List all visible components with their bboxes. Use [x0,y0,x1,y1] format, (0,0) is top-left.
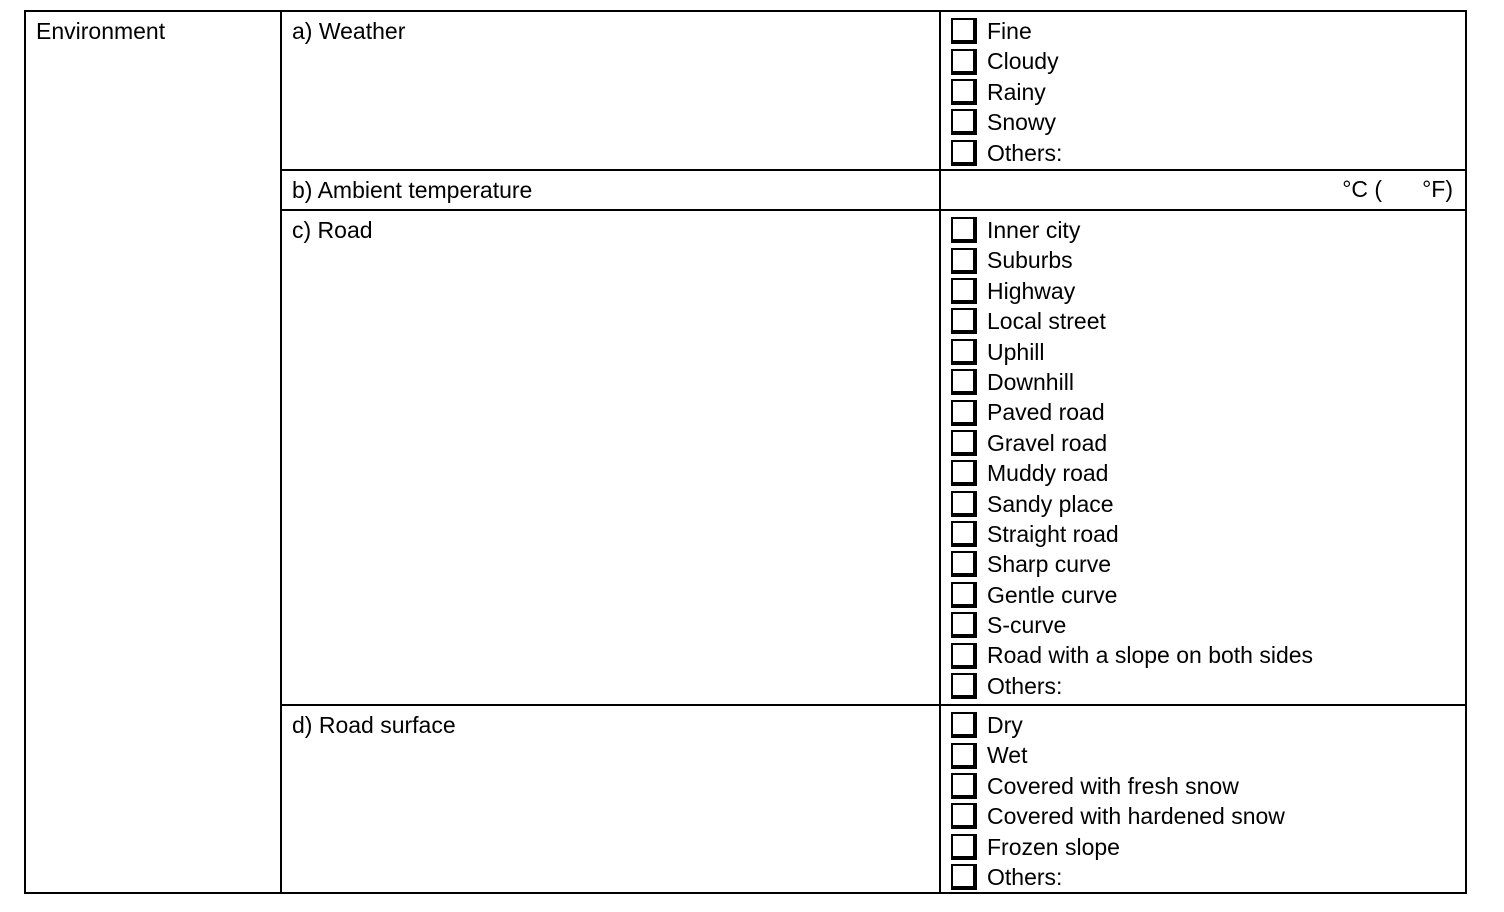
option-item[interactable] [951,640,1455,670]
option-item[interactable] [951,549,1455,579]
checkbox[interactable] [951,248,977,274]
option-item[interactable] [951,610,1455,640]
road-surface-label: d) Road surface [292,712,456,738]
checkbox[interactable] [951,612,977,638]
weather-label: a) Weather [292,18,406,44]
option-label: Others: [987,672,1063,699]
checkbox[interactable] [951,491,977,517]
option-label: Others: [987,863,1063,890]
option-item[interactable] [951,428,1455,458]
option-item[interactable] [951,801,1455,831]
option-label: Local street [987,308,1106,335]
checkbox[interactable] [951,109,977,135]
checkbox[interactable] [951,278,977,304]
option-item[interactable] [951,245,1455,275]
option-label: Road with a slope on both sides [987,642,1314,669]
option-item[interactable] [951,832,1455,862]
checkbox[interactable] [951,712,977,738]
option-label: Sandy place [987,490,1114,517]
checkbox[interactable] [951,864,977,890]
option-label: Sharp curve [987,551,1112,578]
option-label: Dry [987,712,1023,738]
option-item[interactable] [951,489,1455,519]
road-label-cell [281,210,940,705]
option-label: Snowy [987,109,1057,136]
option-label: Straight road [987,520,1119,547]
section-cell [25,11,281,893]
environment-form-table [24,10,1467,894]
road-options [941,211,1465,701]
option-label: Paved road [987,399,1105,426]
option-label: Fine [987,18,1032,44]
option-label: Inner city [987,217,1081,243]
checkbox[interactable] [951,521,977,547]
road-surface-label-cell [281,705,940,893]
option-item[interactable] [951,337,1455,367]
option-item[interactable] [951,862,1455,892]
option-label: S-curve [987,612,1067,639]
option-item[interactable] [951,671,1455,701]
checkbox[interactable] [951,551,977,577]
option-label: Downhill [987,368,1074,395]
temperature-value-cell[interactable] [940,170,1466,210]
option-label: Highway [987,277,1076,304]
option-item[interactable] [951,306,1455,336]
checkbox[interactable] [951,582,977,608]
checkbox[interactable] [951,18,977,44]
checkbox[interactable] [951,803,977,829]
weather-label-cell [281,11,940,170]
checkbox[interactable] [951,743,977,769]
option-item[interactable] [951,397,1455,427]
option-item[interactable] [951,458,1455,488]
option-label: Rainy [987,78,1046,105]
option-label: Uphill [987,338,1045,365]
checkbox[interactable] [951,217,977,243]
weather-options [941,12,1465,168]
checkbox[interactable] [951,79,977,105]
checkbox[interactable] [951,49,977,75]
checkbox[interactable] [951,460,977,486]
checkbox[interactable] [951,834,977,860]
checkbox[interactable] [951,369,977,395]
checkbox[interactable] [951,673,977,699]
option-item[interactable] [951,46,1455,76]
checkbox[interactable] [951,643,977,669]
option-item[interactable] [951,276,1455,306]
option-label: Gentle curve [987,581,1118,608]
option-label: Wet [987,742,1028,769]
option-item[interactable] [951,580,1455,610]
option-item[interactable] [951,367,1455,397]
option-label: Covered with fresh snow [987,772,1239,799]
checkbox[interactable] [951,773,977,799]
weather-options-cell [940,11,1466,170]
option-label: Frozen slope [987,833,1120,860]
section-label: Environment [36,18,166,44]
option-label: Suburbs [987,247,1073,274]
road-label: c) Road [292,217,373,243]
road-surface-options-cell [940,705,1466,893]
option-label: Others: [987,139,1063,166]
checkbox[interactable] [951,400,977,426]
temperature-label: b) Ambient temperature [292,177,533,203]
option-item[interactable] [951,771,1455,801]
fahrenheit-unit: °F) [1422,176,1453,202]
option-label: Muddy road [987,460,1109,487]
option-item[interactable] [951,107,1455,137]
option-item[interactable] [951,710,1455,740]
checkbox[interactable] [951,140,977,166]
road-surface-options [941,706,1465,892]
option-item[interactable] [951,77,1455,107]
checkbox[interactable] [951,339,977,365]
option-label: Covered with hardened snow [987,803,1285,830]
option-item[interactable] [951,215,1455,245]
weather-row [25,11,1466,170]
option-label: Cloudy [987,48,1059,75]
celsius-unit: °C ( [1342,176,1383,202]
road-options-cell [940,210,1466,705]
temperature-units [941,171,1465,207]
checkbox[interactable] [951,308,977,334]
option-item[interactable] [951,519,1455,549]
temperature-label-cell [281,170,940,210]
option-item[interactable] [951,16,1455,46]
option-label: Gravel road [987,429,1108,456]
checkbox[interactable] [951,430,977,456]
option-item[interactable] [951,740,1455,770]
option-item[interactable] [951,138,1455,168]
